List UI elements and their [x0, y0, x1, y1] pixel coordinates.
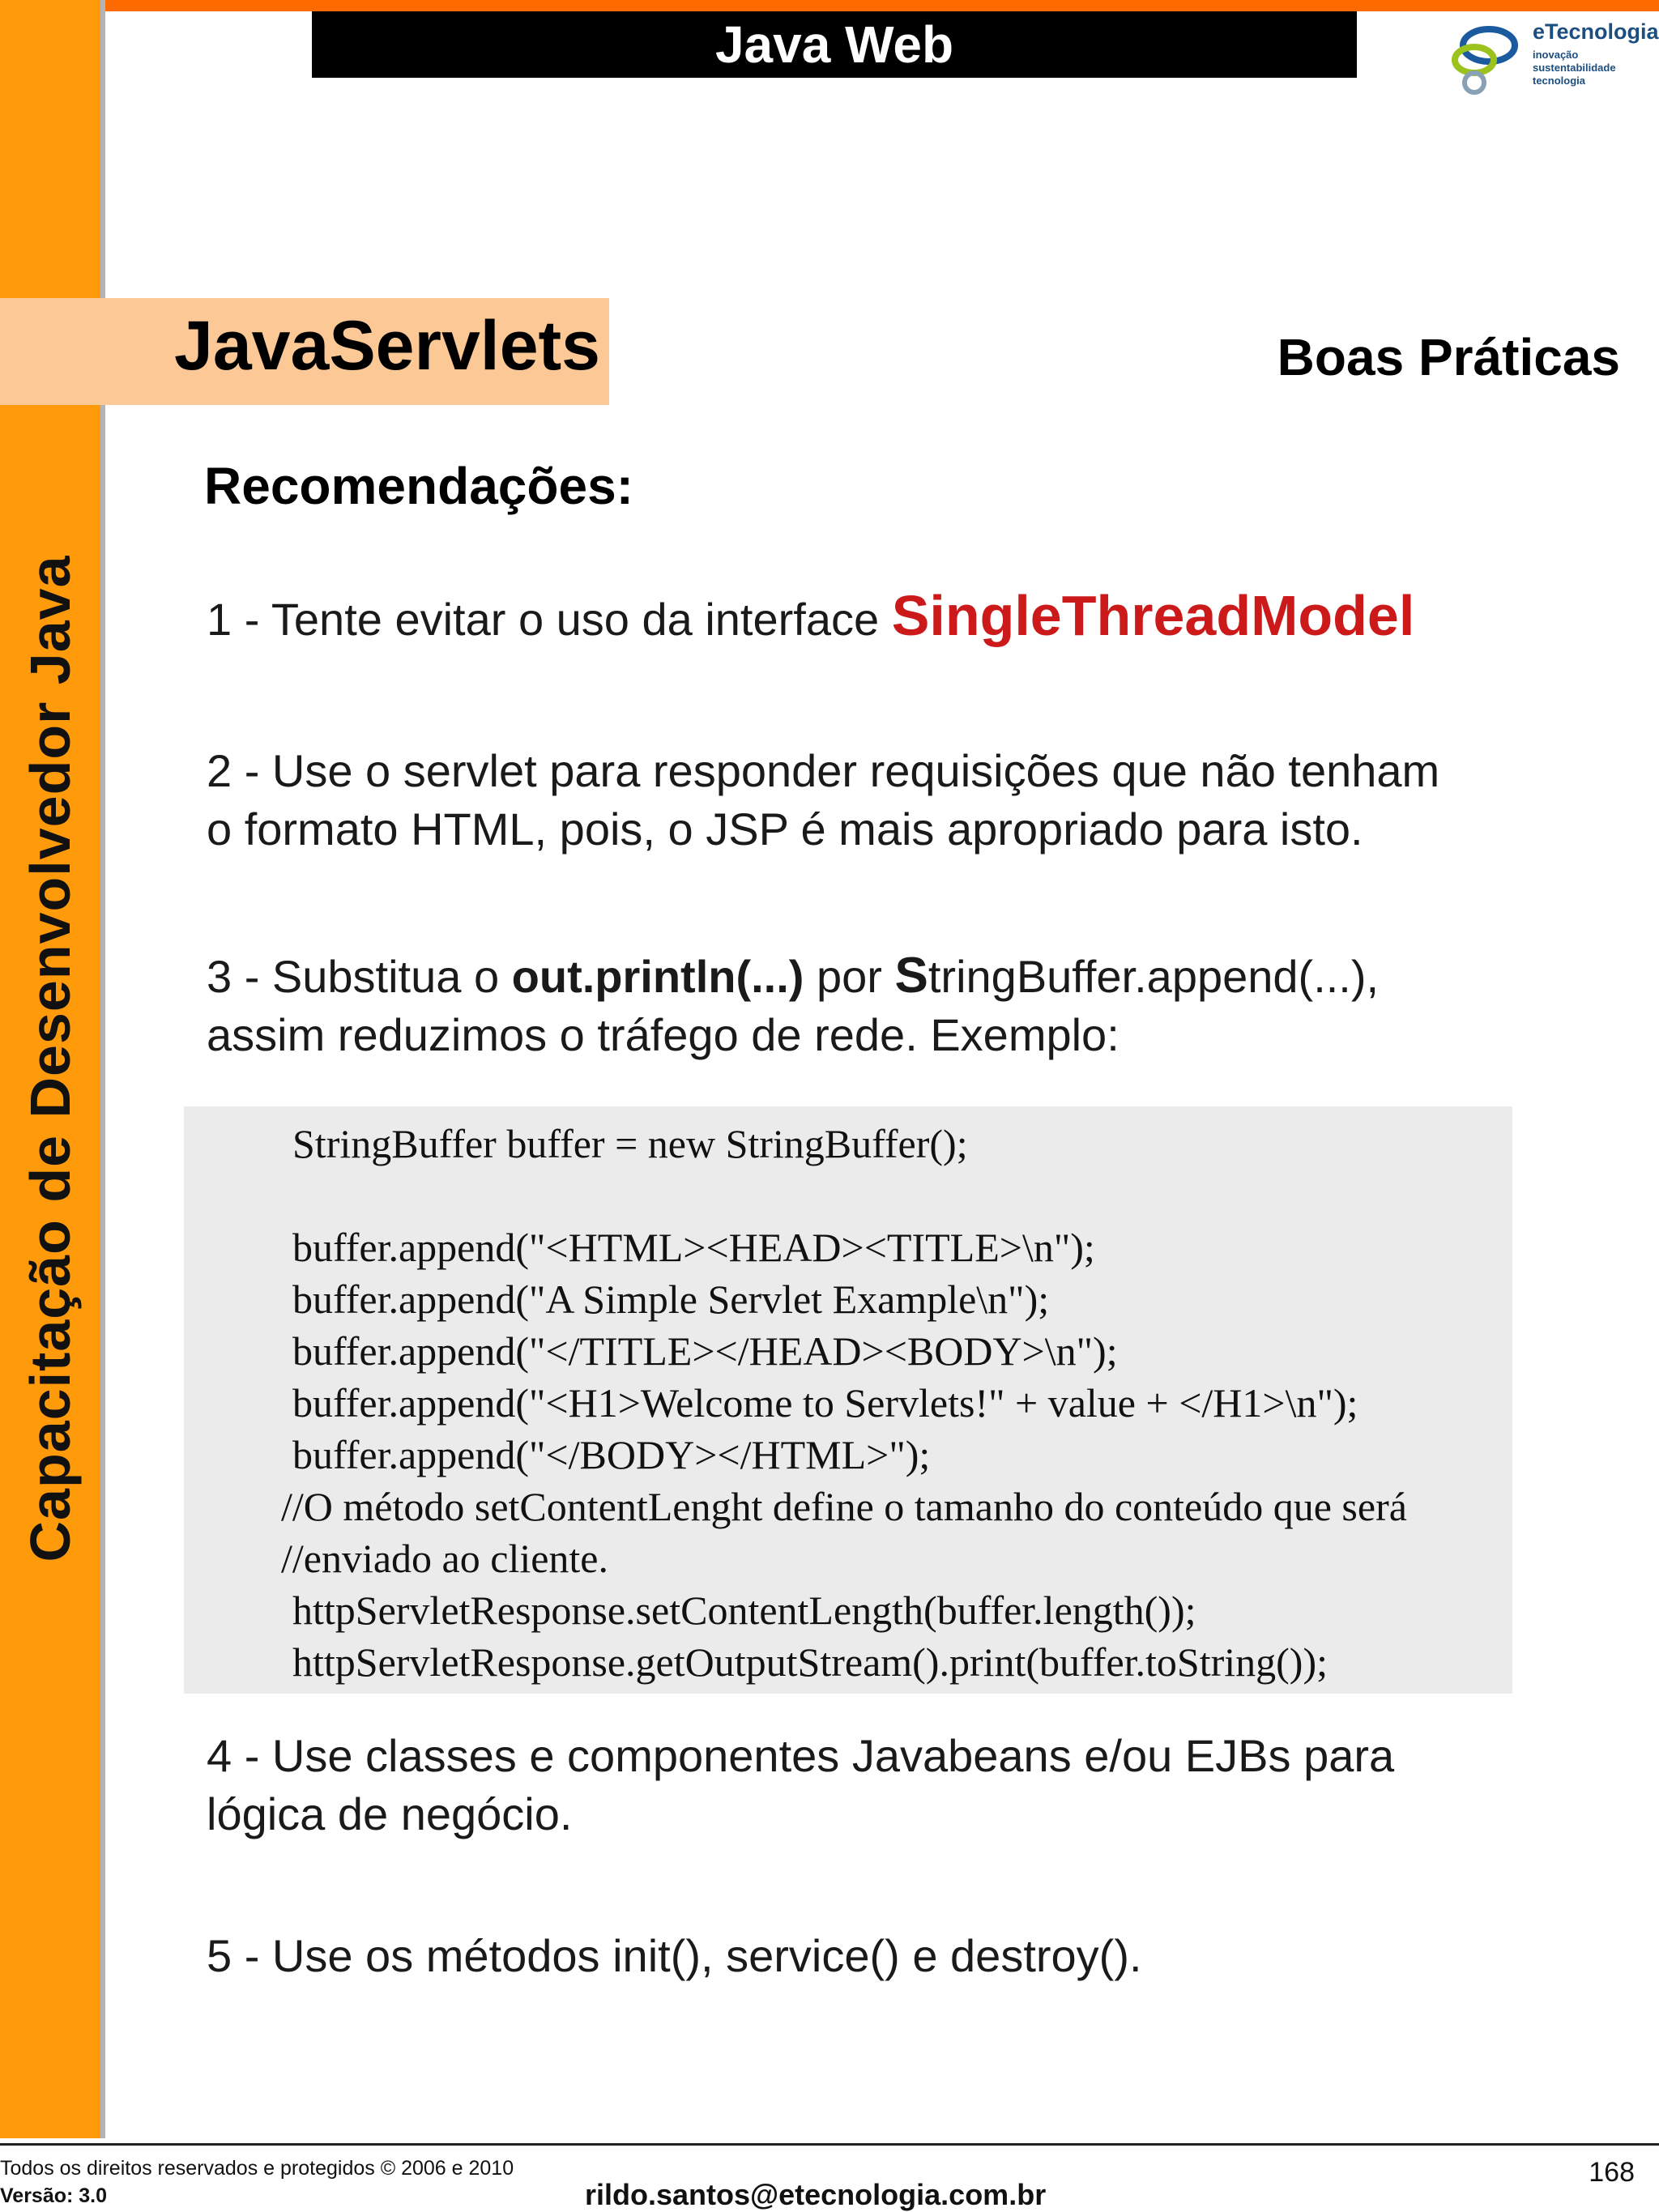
code-line-2: buffer.append("<HTML><HEAD><TITLE>\n"); — [292, 1225, 1095, 1270]
header-title: Java Web — [312, 11, 1357, 78]
logo-name: eTecnologia — [1533, 19, 1659, 44]
code-line-4: buffer.append("</TITLE></HEAD><BODY>\n"); — [292, 1328, 1118, 1374]
recommendation-4-line-1: 4 - Use classes e componentes Javabeans e/ou EJBs para — [207, 1730, 1395, 1781]
code-comment-1: //O método setContentLenght define o tamanho do conteúdo que será — [281, 1484, 1407, 1529]
logo — [1450, 16, 1659, 97]
recommendation-1-text: 1 - Tente evitar o uso da interface — [207, 594, 892, 645]
recommendation-3-middle: por — [804, 951, 895, 1002]
code-line-8: httpServletResponse.getOutputStream().print(buffer.toString()); — [292, 1639, 1328, 1685]
footer-copyright: Todos os direitos reservados e protegidos © 2006 e 2010 — [0, 2157, 514, 2180]
logo-tagline-3: tecnologia — [1533, 75, 1586, 87]
code-line-6: buffer.append("</BODY></HTML>"); — [292, 1432, 931, 1477]
sidebar-vertical-title: Capacitação de Desenvolvedor Java — [19, 555, 82, 1562]
slide-subtitle: Boas Práticas — [1277, 328, 1620, 386]
logo-tagline-2: sustentabilidade — [1533, 62, 1616, 74]
single-thread-model-highlight: SingleThreadModel — [891, 584, 1415, 647]
recommendation-4-line-2: lógica de negócio. — [207, 1788, 573, 1839]
code-comment-2: //enviado ao cliente. — [281, 1536, 609, 1581]
slide-title: JavaServlets — [174, 307, 600, 385]
page-number: 168 — [1589, 2157, 1635, 2188]
recommendation-4 — [207, 1727, 1584, 1843]
recommendation-3-line-2: assim reduzimos o tráfego de rede. Exemplo: — [207, 1009, 1120, 1060]
recommendation-2-line-1: 2 - Use o servlet para responder requisições que não tenham — [207, 745, 1440, 796]
code-line-3: buffer.append("A Simple Servlet Example\n"); — [292, 1276, 1050, 1322]
top-accent-strip — [0, 0, 1659, 11]
recommendation-3-line-1 — [207, 947, 1584, 1006]
recommendation-3-big-s: S — [894, 948, 928, 1004]
recommendation-2-line-2: o formato HTML, pois, o JSP é mais apropriado para isto. — [207, 803, 1363, 855]
recommendation-3-rest: tringBuffer.append(...), — [928, 951, 1380, 1002]
recommendation-3-code: out.println(...) — [511, 951, 804, 1002]
recommendations-heading: Recomendações: — [204, 457, 633, 515]
recommendation-1 — [207, 586, 1584, 649]
footer-email: rildo.santos@etecnologia.com.br — [585, 2178, 1047, 2211]
footer-divider — [0, 2143, 1659, 2146]
footer-version: Versão: 3.0 — [0, 2184, 108, 2207]
recommendation-5: 5 - Use os métodos init(), service() e destroy(). — [207, 1930, 1142, 1981]
recommendation-3 — [207, 947, 1584, 1064]
code-line-5: buffer.append("<H1>Welcome to Servlets!" + value + </H1>\n"); — [292, 1380, 1358, 1426]
logo-tagline-1: inovação — [1533, 49, 1579, 61]
code-line-1: StringBuffer buffer = new StringBuffer(); — [292, 1121, 968, 1166]
code-line-7: httpServletResponse.setContentLength(buffer.length()); — [292, 1588, 1196, 1633]
code-example-box — [184, 1106, 1512, 1694]
etecnologia-logo-icon — [1450, 19, 1529, 97]
recommendation-2 — [207, 742, 1584, 859]
recommendation-3-prefix: 3 - Substitua o — [207, 951, 512, 1002]
